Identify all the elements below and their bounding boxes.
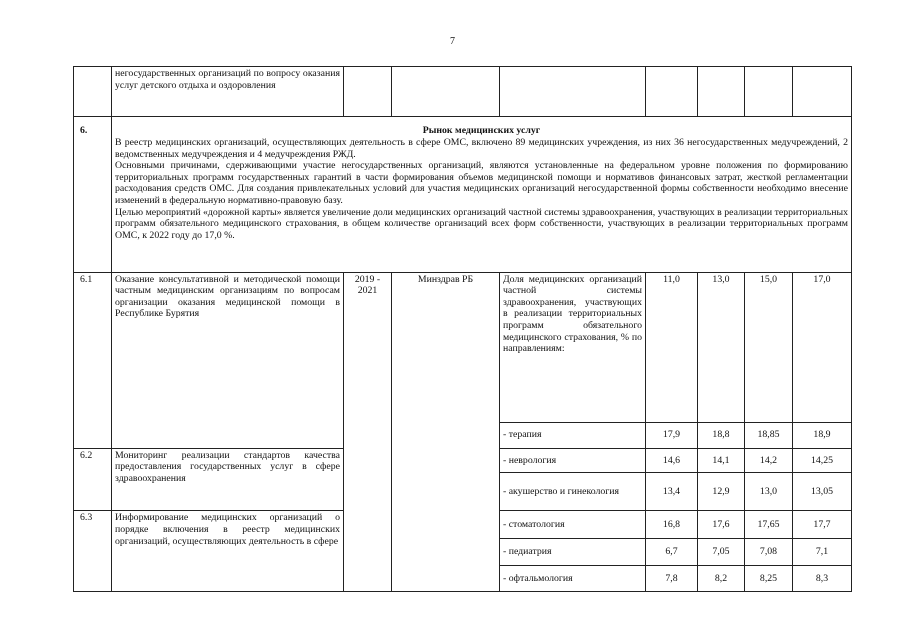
section-number: 6.	[74, 117, 112, 272]
direction-value: 14,1	[698, 448, 745, 472]
cell-empty	[392, 67, 500, 117]
direction-value: 13,0	[745, 473, 793, 511]
direction-value: 13,4	[646, 473, 698, 511]
responsible: Минздрав РБ	[392, 272, 500, 591]
direction-value: 13,05	[793, 473, 852, 511]
section-title: Рынок медицинских услуг	[422, 125, 541, 137]
direction-value: 8,2	[698, 565, 745, 591]
direction-label: - терапия	[500, 422, 646, 448]
direction-label: - неврология	[500, 448, 646, 472]
direction-value: 14,6	[646, 448, 698, 472]
direction-value: 17,9	[646, 422, 698, 448]
direction-value: 14,2	[745, 448, 793, 472]
section-paragraph: В реестр медицинских организаций, осуществляющих деятельность в сфере ОМС, включено 89 медицинских учреждения, из них 36 негосударственных медучреждений, 2 ведомственных медучреждения и 4 медучреждения РЖД.	[115, 136, 848, 160]
measure-text: Информирование медицинских организаций о порядке включения в реестр медицинских организаций, осуществляющих деятельность в сфере	[112, 511, 344, 592]
direction-value: 8,25	[745, 565, 793, 591]
direction-label: - стоматология	[500, 511, 646, 538]
direction-value: 18,8	[698, 422, 745, 448]
direction-value: 7,8	[646, 565, 698, 591]
direction-value: 14,25	[793, 448, 852, 472]
indicator-value: 15,0	[745, 272, 793, 422]
direction-label: - офтальмология	[500, 565, 646, 591]
indicator-value: 11,0	[646, 272, 698, 422]
direction-label: - педиатрия	[500, 538, 646, 565]
direction-value: 16,8	[646, 511, 698, 538]
cell-empty	[500, 67, 646, 117]
measure-text: Оказание консультативной и методической помощи частным медицинским организациям по вопросам организации оказания медицинской помощи в Республике Бурятия	[112, 272, 344, 448]
measure-number: 6.1	[74, 272, 112, 448]
period: 2019 - 2021	[344, 272, 392, 591]
page-number: 7	[450, 36, 455, 47]
cell-empty	[344, 67, 392, 117]
measure-text: Мониторинг реализации стандартов качества предоставления государственных услуг в сфере здравоохранения	[112, 448, 344, 510]
direction-value: 17,65	[745, 511, 793, 538]
continuation-row	[74, 67, 852, 117]
direction-value: 18,9	[793, 422, 852, 448]
direction-value: 12,9	[698, 473, 745, 511]
section-paragraph: Целью мероприятий «дорожной карты» является увеличение доли медицинских организаций частной системы здравоохранения, участвующих в реализации территориальных программ обязательного медицинского страхования, в общем количестве организаций всех форм собственности, участвующих в реализации территориальных программ ОМС, к 2022 году до 17,0 %.	[115, 206, 848, 241]
cell-empty	[793, 67, 852, 117]
cell-empty	[646, 67, 698, 117]
section-paragraph: Основными причинами, сдерживающими участие негосударственных организаций, являются установленные на федеральном уровне положения по формированию территориальных программ государственных гарантий в части формирования объемов медицинской помощи и нормативов финансовых затрат, жесткой регламентации расходования средств ОМС. Для создания привлекательных условий для участия медицинских организаций негосударственной формы собственности необходимо внесение изменений в федеральную нормативно-правовую базу.	[115, 160, 848, 206]
table-row	[74, 272, 852, 422]
direction-value: 17,6	[698, 511, 745, 538]
indicator-text: Доля медицинских организаций частной системы здравоохранения, участвующих в реализации территориальных программ обязательного медицинского страхования, % по направлениям:	[500, 272, 646, 422]
measure-number: 6.2	[74, 448, 112, 510]
direction-value: 6,7	[646, 538, 698, 565]
measure-number: 6.3	[74, 511, 112, 592]
direction-value: 7,08	[745, 538, 793, 565]
indicator-value: 13,0	[698, 272, 745, 422]
cell-empty	[745, 67, 793, 117]
direction-label: - акушерство и гинекология	[500, 473, 646, 511]
cell-empty	[698, 67, 745, 117]
direction-value: 18,85	[745, 422, 793, 448]
direction-value: 7,05	[698, 538, 745, 565]
direction-value: 17,7	[793, 511, 852, 538]
continuation-text: негосударственных организаций по вопросу оказания услуг детского отдыха и оздоровления	[112, 67, 344, 117]
direction-value: 7,1	[793, 538, 852, 565]
section-description	[112, 117, 852, 272]
direction-value: 8,3	[793, 565, 852, 591]
roadmap-table	[73, 66, 852, 592]
section-row	[74, 117, 852, 272]
indicator-value: 17,0	[793, 272, 852, 422]
cell-empty	[74, 67, 112, 117]
